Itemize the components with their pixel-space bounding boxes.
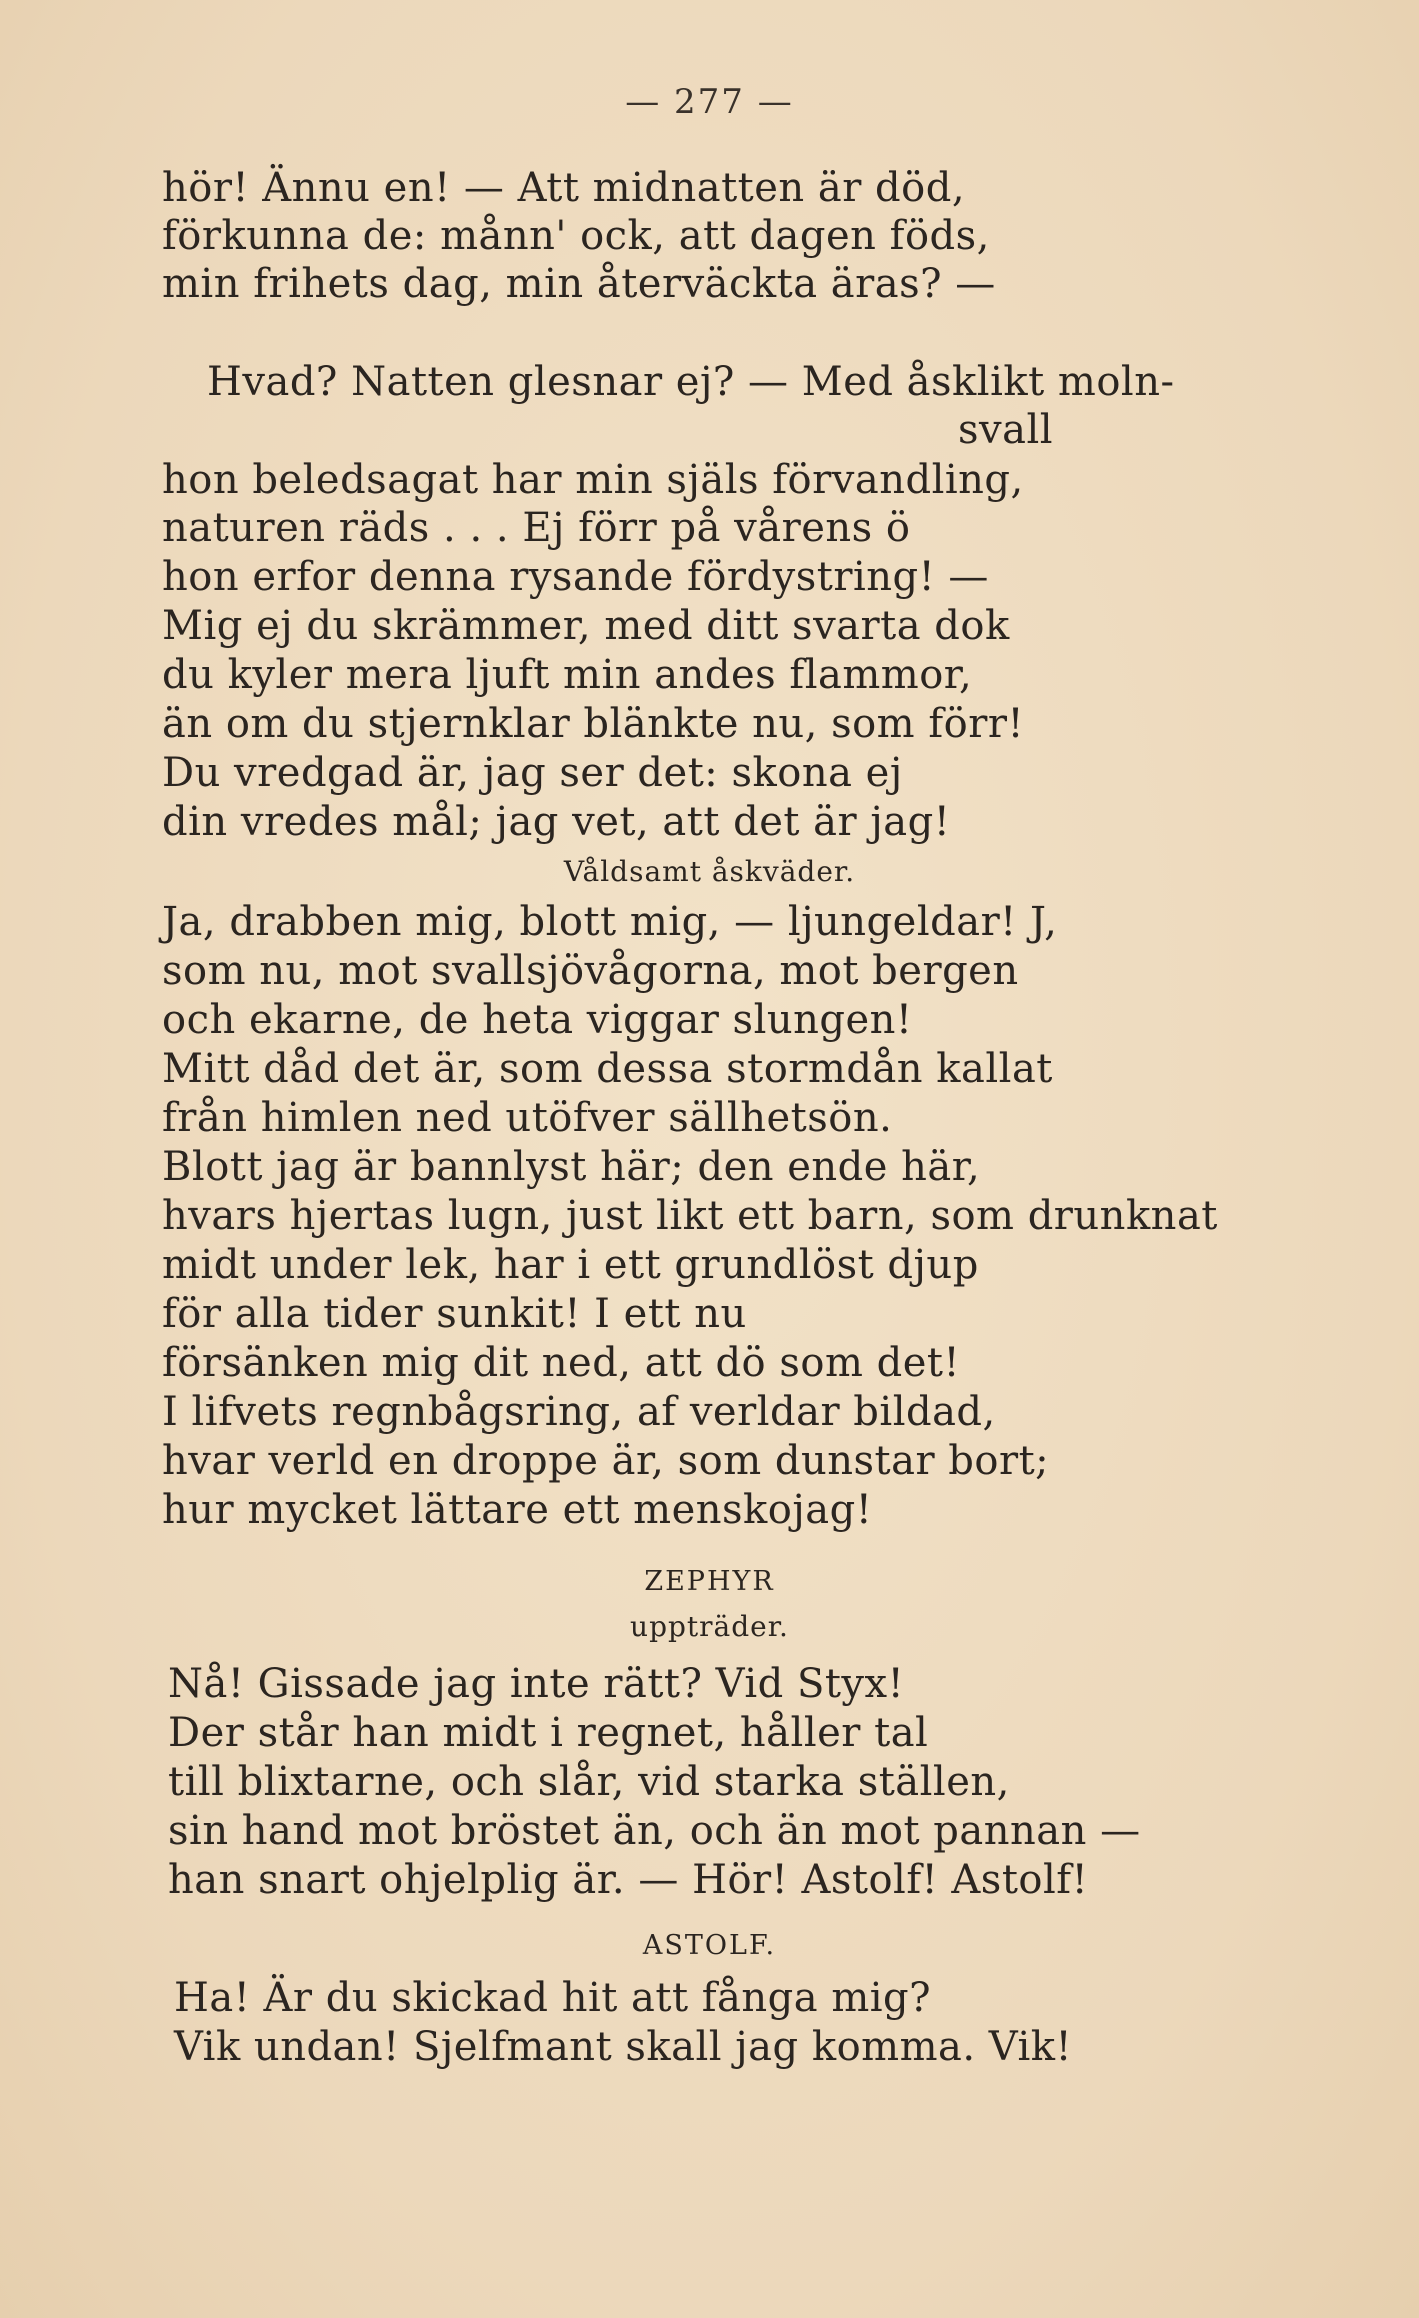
verse-line: du kyler mera ljuft min andes flammor, bbox=[162, 652, 973, 698]
verse-line: än om du stjernklar blänkte nu, som förr! bbox=[162, 701, 1025, 747]
verse-line: Hvad? Natten glesnar ej? — Med åsklikt moln- bbox=[207, 359, 1175, 405]
verse-line: min frihets dag, min återväckta äras? — bbox=[162, 261, 996, 307]
verse-line: från himlen ned utöfver sällhetsön. bbox=[162, 1095, 893, 1141]
verse-line: som nu, mot svallsjövågorna, mot bergen bbox=[162, 948, 1019, 994]
verse-line: till blixtarne, och slår, vid starka ställen, bbox=[168, 1759, 1010, 1805]
verse-line-continuation: svall bbox=[958, 407, 1054, 453]
verse-line: hon erfor denna rysande fördystring! — bbox=[162, 554, 989, 600]
verse-line: och ekarne, de heta viggar slungen! bbox=[162, 997, 913, 1043]
verse-line: han snart ohjelplig är. — Hör! Astolf! Astolf! bbox=[168, 1857, 1089, 1903]
verse-line: hvars hjertas lugn, just likt ett barn, som drunknat bbox=[162, 1193, 1218, 1239]
verse-line: Nå! Gissade jag inte rätt? Vid Styx! bbox=[168, 1661, 905, 1707]
verse-line: Blott jag är bannlyst här; den ende här, bbox=[162, 1144, 981, 1190]
verse-line: förkunna de: månn' ock, att dagen föds, bbox=[162, 213, 990, 259]
verse-line: för alla tider sunkit! I ett nu bbox=[162, 1291, 747, 1337]
verse-line: hvar verld en droppe är, som dunstar bort; bbox=[162, 1438, 1050, 1484]
verse-line: midt under lek, har i ett grundlöst djup bbox=[162, 1242, 979, 1288]
verse-line: försänken mig dit ned, att dö som det! bbox=[162, 1340, 961, 1386]
verse-line: Mitt dåd det är, som dessa stormdån kallat bbox=[162, 1046, 1053, 1092]
verse-line: Ha! Är du skickad hit att fånga mig? bbox=[174, 1975, 932, 2021]
verse-line: sin hand mot bröstet än, och än mot pannan — bbox=[168, 1808, 1141, 1854]
speaker-name: ASTOLF. bbox=[642, 1930, 777, 1961]
verse-line: naturen räds . . . Ej förr på vårens ö bbox=[162, 505, 911, 551]
verse-line: hur mycket lättare ett menskojag! bbox=[162, 1487, 873, 1533]
speaker-name: ZEPHYR bbox=[644, 1566, 775, 1597]
verse-line: Du vredgad är, jag ser det: skona ej bbox=[162, 750, 903, 796]
verse-line: din vredes mål; jag vet, att det är jag! bbox=[162, 799, 951, 845]
verse-line: Der står han midt i regnet, håller tal bbox=[168, 1710, 929, 1756]
verse-line: Mig ej du skrämmer, med ditt svarta dok bbox=[162, 603, 1010, 649]
verse-line: Ja, drabben mig, blott mig, — ljungeldar! J, bbox=[162, 899, 1058, 945]
stage-direction: uppträder. bbox=[630, 1610, 789, 1643]
verse-line: I lifvets regnbågsring, af verldar bildad, bbox=[162, 1389, 996, 1435]
verse-line: hon beledsagat har min själs förvandling, bbox=[162, 457, 1024, 503]
verse-line: hör! Ännu en! — Att midnatten är död, bbox=[162, 165, 966, 211]
stage-direction: Våldsamt åskväder. bbox=[563, 855, 856, 888]
page-number: — 277 — bbox=[625, 82, 794, 122]
verse-line: Vik undan! Sjelfmant skall jag komma. Vik! bbox=[174, 2024, 1073, 2070]
